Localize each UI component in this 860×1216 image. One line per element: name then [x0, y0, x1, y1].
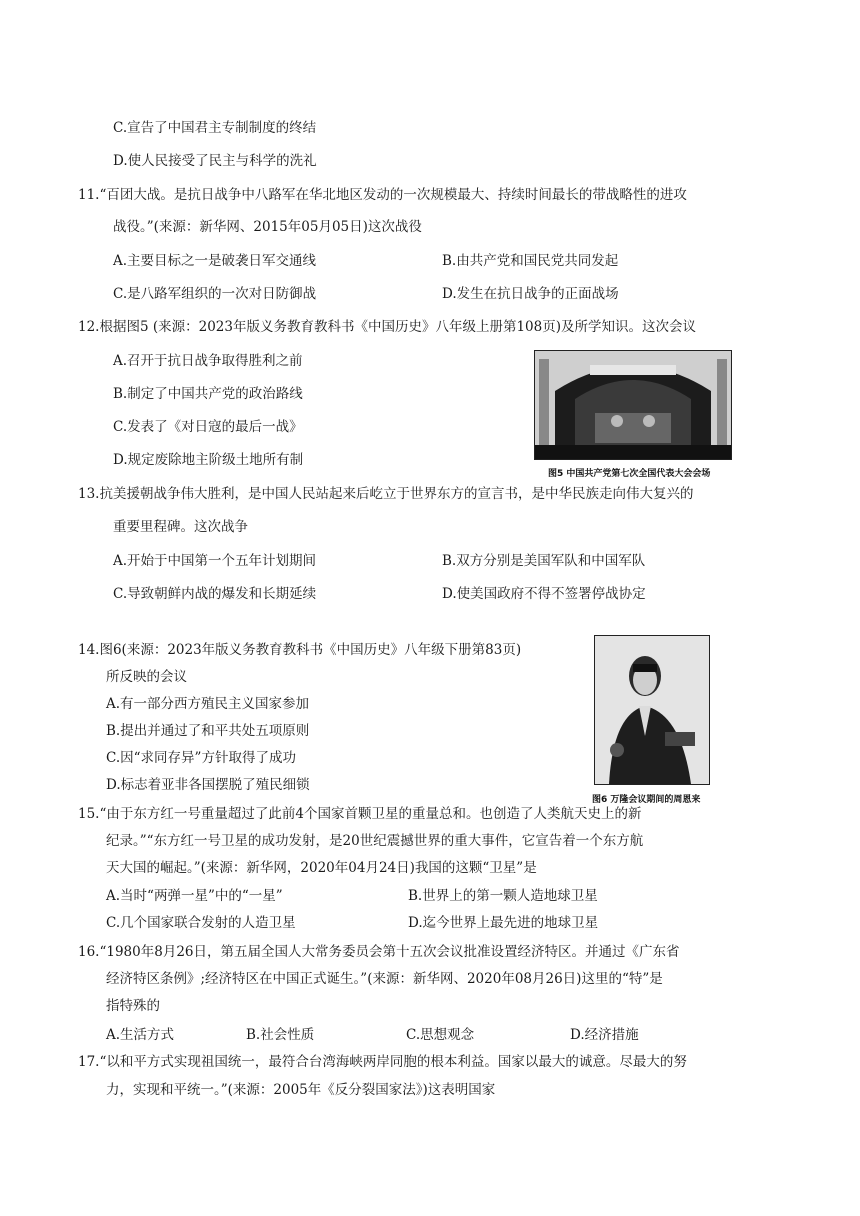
q14-stem-cont: 所反映的会议	[106, 669, 187, 685]
q16-stem-cont-2: 指特殊的	[106, 998, 160, 1014]
q15-option-a: A.当时“两弹一星”中的“一星”	[106, 888, 283, 904]
q14-option-a: A.有一部分西方殖民主义国家参加	[106, 696, 310, 712]
q16-option-c: C.思想观念	[406, 1027, 475, 1043]
q16-stem-cont-1: 经济特区条例》;经济特区在中国正式诞生。”(来源：新华网、2020年08月26日)这里的“特”是	[106, 971, 663, 987]
q14-option-b: B.提出并通过了和平共处五项原则	[106, 723, 310, 739]
q16-stem: 16.“1980年8月26日，第五届全国人大常务委员会第十五次会议批准设置经济特区。并通过《广东省	[78, 944, 680, 960]
q17-stem: 17.“以和平方式实现祖国统一，最符合台湾海峡两岸同胞的根本利益。国家以最大的诚意。尽最大的努	[78, 1054, 687, 1070]
q17-stem-cont: 力，实现和平统一。”(来源：2005年《反分裂国家法》)这表明国家	[106, 1082, 496, 1098]
figure-6-caption: 图6 万隆会议期间的周恩来	[592, 795, 701, 805]
q15-option-b: B.世界上的第一颗人造地球卫星	[408, 888, 598, 904]
figure-5-caption: 图5 中国共产党第七次全国代表大会会场	[548, 469, 711, 479]
q12-stem: 12.根据图5 (来源：2023年版义务教育教科书《中国历史》八年级上册第108页)及所学知识。这次会议	[78, 319, 697, 335]
q11-option-d: D.发生在抗日战争的正面战场	[442, 286, 619, 302]
q10-option-d: D.使人民接受了民主与科学的洗礼	[113, 153, 317, 169]
q13-option-b: B.双方分别是美国军队和中国军队	[442, 553, 646, 569]
q11-option-c: C.是八路军组织的一次对日防御战	[113, 286, 317, 302]
q15-option-d: D.迄今世界上最先进的地球卫星	[408, 915, 599, 931]
q13-stem-cont: 重要里程碑。这次战争	[113, 519, 248, 535]
q10-option-c: C.宣告了中国君主专制制度的终结	[113, 120, 317, 136]
q16-option-d: D.经济措施	[570, 1027, 639, 1043]
portrait-illustration	[595, 636, 709, 784]
q11-option-a: A.主要目标之一是破袭日军交通线	[113, 253, 317, 269]
congress-hall-illustration	[535, 351, 731, 459]
q15-option-c: C.几个国家联合发射的人造卫星	[106, 915, 296, 931]
q15-stem-cont-1: 纪录。”“东方红一号卫星的成功发射，是20世纪震撼世界的重大事件，它宣告着一个东方航	[106, 833, 644, 849]
q12-option-d: D.规定废除地主阶级土地所有制	[113, 452, 304, 468]
q11-stem-cont: 战役。”(来源：新华网、2015年05月05日)这次战役	[113, 219, 422, 235]
q13-option-d: D.使美国政府不得不签署停战协定	[442, 586, 646, 602]
q16-option-a: A.生活方式	[106, 1027, 175, 1043]
q11-option-b: B.由共产党和国民党共同发起	[442, 253, 619, 269]
q11-stem: 11.“百团大战。是抗日战争中八路军在华北地区发动的一次规模最大、持续时间最长的带战略性的进攻	[78, 187, 687, 203]
q12-option-a: A.召开于抗日战争取得胜利之前	[113, 353, 303, 369]
q13-option-a: A.开始于中国第一个五年计划期间	[113, 553, 317, 569]
q13-option-c: C.导致朝鲜内战的爆发和长期延续	[113, 586, 317, 602]
figure-6-photo	[594, 635, 710, 785]
q16-option-b: B.社会性质	[246, 1027, 315, 1043]
q15-stem: 15.“由于东方红一号重量超过了此前4个国家首颗卫星的重量总和。也创造了人类航天史上的新	[78, 806, 642, 822]
q12-option-b: B.制定了中国共产党的政治路线	[113, 386, 303, 402]
q13-stem: 13.抗美援朝战争伟大胜利，是中国人民站起来后屹立于世界东方的宣言书，是中华民族走向伟大复兴的	[78, 486, 694, 502]
q15-stem-cont-2: 天大国的崛起。”(来源：新华网，2020年04月24日)我国的这颗“卫星”是	[106, 860, 537, 876]
q14-stem: 14.图6(来源：2023年版义务教育教科书《中国历史》八年级下册第83页)	[78, 642, 522, 658]
q14-option-d: D.标志着亚非各国摆脱了殖民细锁	[106, 777, 310, 793]
figure-5-photo	[534, 350, 732, 460]
q14-option-c: C.因“求同存异”方针取得了成功	[106, 750, 296, 766]
q12-option-c: C.发表了《对日寇的最后一战》	[113, 419, 303, 435]
